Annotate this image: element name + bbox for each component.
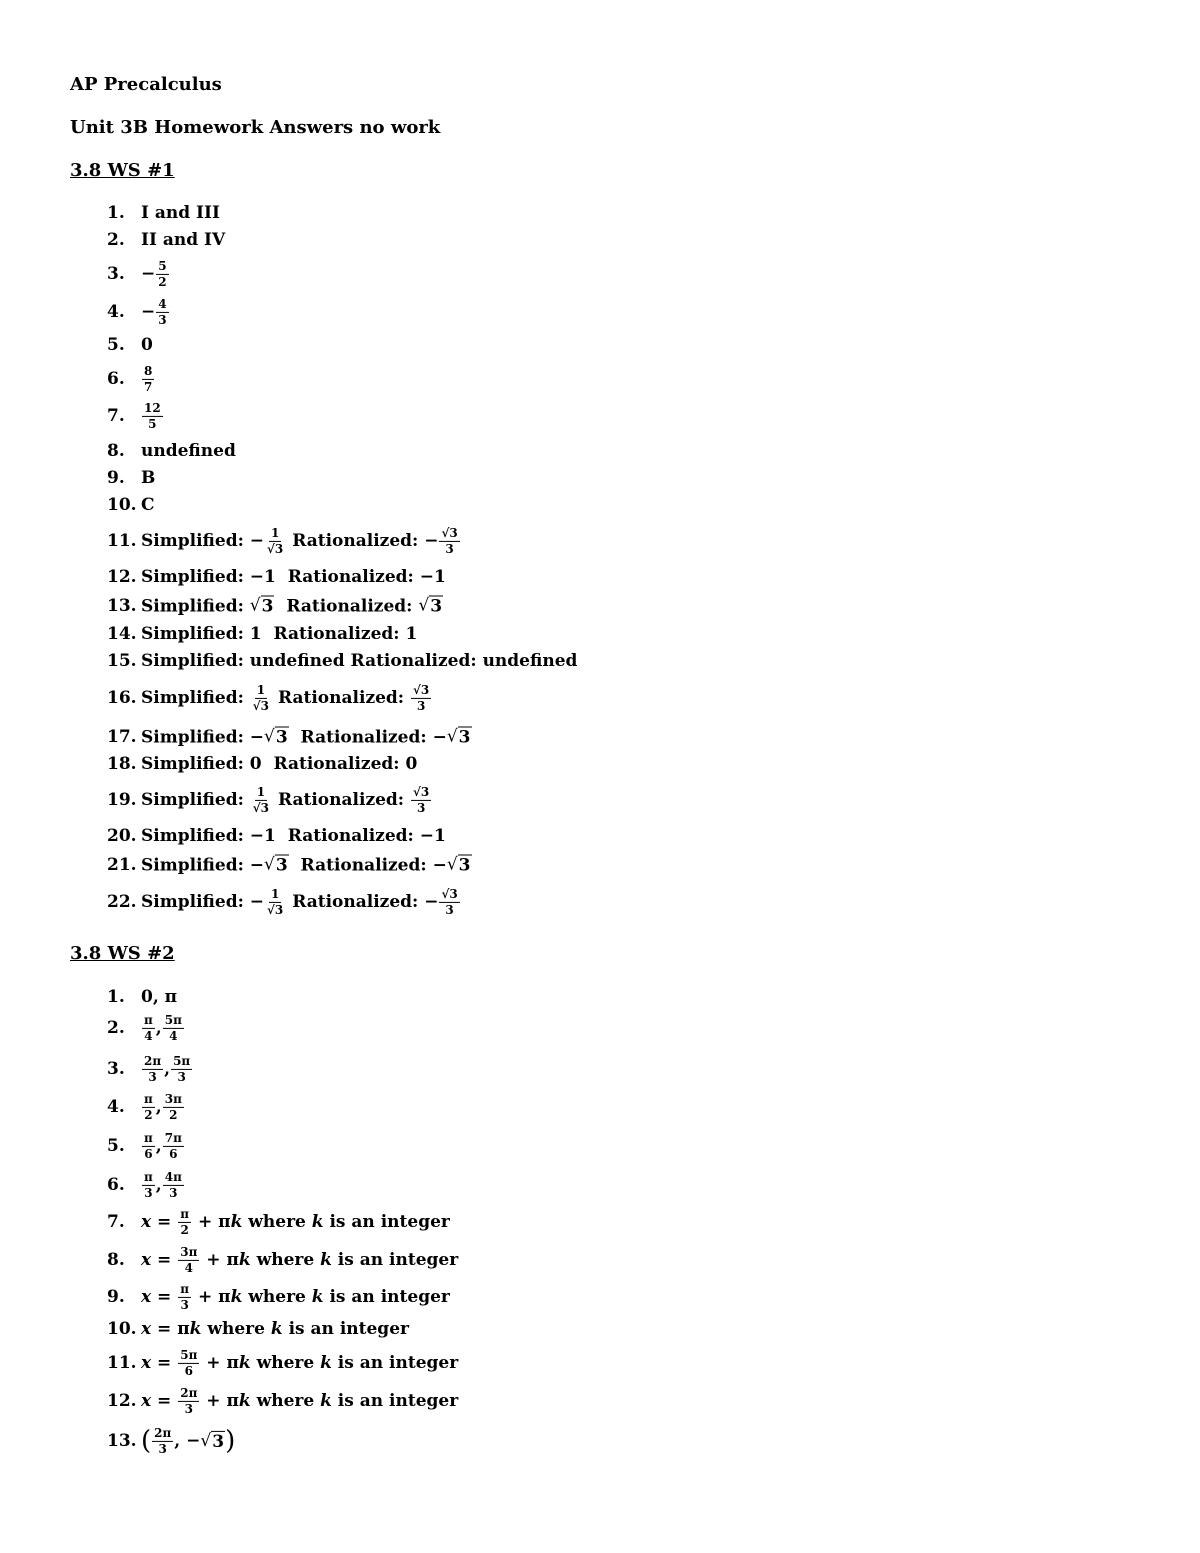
math-variable: k <box>320 1250 332 1270</box>
fraction-denominator: 2 <box>180 1222 189 1237</box>
fraction-numerator: 5 <box>158 258 167 273</box>
answer-text: is an integer <box>323 1287 450 1307</box>
answer-text: where <box>242 1212 312 1232</box>
fraction-numerator: 4 <box>158 296 167 311</box>
math-variable: k <box>238 1250 251 1270</box>
fraction-numerator: π <box>144 1091 153 1106</box>
radical-sign: √ <box>249 595 261 616</box>
answer-text: = <box>151 1250 178 1270</box>
fraction <box>411 684 431 712</box>
answer-text: , <box>164 1059 171 1079</box>
answer-number: 1. <box>107 203 125 223</box>
answer-body <box>141 1055 193 1083</box>
answer-body <box>141 230 225 250</box>
fraction-denominator: 3 <box>144 1185 153 1200</box>
fraction-numerator: 3π <box>180 1244 198 1259</box>
answer-number: 11. <box>107 531 137 551</box>
answer-body <box>141 1319 409 1339</box>
answer-number: 12. <box>107 567 137 587</box>
answer-number: 6. <box>107 369 125 389</box>
fraction <box>156 260 168 288</box>
answer-text: + π <box>200 1353 239 1373</box>
answer-text: , <box>155 1136 162 1156</box>
fraction-denominator: 3 <box>445 902 454 917</box>
answer-body <box>141 495 155 515</box>
fraction <box>142 1132 155 1160</box>
fraction-denominator: 4 <box>169 1028 178 1043</box>
answer-text: Simplified: <box>141 790 250 810</box>
answer-text: Rationalized: <box>274 596 419 616</box>
answer-body <box>141 402 164 430</box>
fraction-numerator: √3 <box>413 784 430 799</box>
answer-text: is an integer <box>331 1250 459 1270</box>
radicand: 3 <box>275 727 288 748</box>
answer-body <box>141 624 417 644</box>
fraction <box>439 527 459 555</box>
fraction-denominator: 2 <box>158 274 167 289</box>
answer-text: Rationalized: <box>272 790 410 810</box>
math-variable: k <box>311 1287 324 1307</box>
math-variable: k <box>230 1287 243 1307</box>
fraction <box>142 402 163 430</box>
answer-number: 1. <box>107 987 125 1007</box>
answer-number: 22. <box>107 892 137 912</box>
fraction-denominator: 6 <box>184 1363 193 1378</box>
answer-body <box>141 1093 185 1121</box>
answer-text: is an integer <box>323 1212 450 1232</box>
answer-text: where <box>201 1319 271 1339</box>
math-variable: k <box>320 1391 332 1411</box>
answer-body <box>141 855 472 876</box>
answer-number: 2. <box>107 230 125 250</box>
fraction-denominator: 6 <box>144 1146 153 1161</box>
answer-text: is an integer <box>331 1353 459 1373</box>
answer-number: 11. <box>107 1353 137 1373</box>
fraction <box>178 1387 199 1415</box>
fraction-numerator: 4π <box>164 1169 182 1184</box>
fraction <box>178 1349 199 1377</box>
fraction-numerator: 2π <box>180 1385 198 1400</box>
fraction <box>142 1014 155 1042</box>
fraction-denominator: 2 <box>169 1107 178 1122</box>
fraction <box>171 1055 192 1083</box>
answer-text: Rationalized: − <box>286 892 439 912</box>
answer-number: 18. <box>107 754 137 774</box>
square-root <box>250 596 275 617</box>
answer-text: = <box>151 1391 178 1411</box>
answer-body <box>141 1387 458 1415</box>
fraction-denominator: 3 <box>148 1069 157 1084</box>
fraction <box>142 1055 163 1083</box>
fraction-denominator: √3 <box>267 541 284 556</box>
fraction-denominator: 7 <box>144 379 153 394</box>
radicand: 3 <box>458 855 471 876</box>
answer-number: 7. <box>107 406 125 426</box>
fraction <box>156 298 168 326</box>
fraction-denominator: 3 <box>158 1441 167 1456</box>
answer-body <box>141 1349 458 1377</box>
answer-text: = <box>151 1287 178 1307</box>
fraction-numerator: π <box>144 1012 153 1027</box>
square-root <box>447 855 472 876</box>
answer-text: + π <box>200 1250 239 1270</box>
answer-body <box>141 727 472 748</box>
fraction-numerator: √3 <box>441 886 458 901</box>
answer-text: = <box>151 1212 178 1232</box>
answer-text: − <box>141 264 156 284</box>
math-variable: x <box>141 1250 152 1270</box>
fraction-denominator: √3 <box>252 800 270 815</box>
answer-body <box>141 1427 235 1455</box>
fraction-numerator: 8 <box>144 363 153 378</box>
answer-number: 9. <box>107 1287 125 1307</box>
answer-number: 12. <box>107 1391 137 1411</box>
fraction <box>163 1093 184 1121</box>
radicand: 3 <box>275 855 288 876</box>
answer-text: Simplified: − <box>141 531 265 551</box>
fraction-denominator: √3 <box>252 698 270 713</box>
answer-number: 8. <box>107 1250 125 1270</box>
section-heading-ws2: 3.8 WS #2 <box>70 943 175 964</box>
answer-text: + π <box>200 1391 239 1411</box>
answer-body <box>141 651 577 671</box>
math-variable: k <box>311 1212 324 1232</box>
answer-number: 10. <box>107 495 137 515</box>
answer-number: 6. <box>107 1175 125 1195</box>
fraction <box>163 1014 184 1042</box>
square-root <box>264 727 289 748</box>
radicand: 3 <box>458 727 471 748</box>
answer-text: − <box>141 302 156 322</box>
radical-sign: √ <box>264 854 275 875</box>
math-variable: k <box>320 1353 332 1373</box>
answer-text: C <box>141 495 155 515</box>
fraction-numerator: π <box>144 1169 153 1184</box>
math-variable: k <box>238 1353 251 1373</box>
section-heading-ws1: 3.8 WS #1 <box>70 160 175 181</box>
fraction <box>178 1208 191 1236</box>
answer-number: 17. <box>107 727 137 747</box>
fraction <box>265 527 285 555</box>
answer-text: Simplified: undefined Rationalized: undefined <box>141 651 578 671</box>
answer-text: 0, π <box>141 987 178 1007</box>
answer-number: 4. <box>107 302 125 322</box>
fraction <box>152 1427 173 1455</box>
answer-text: I and III <box>141 203 220 223</box>
fraction <box>251 786 271 814</box>
answer-number: 2. <box>107 1018 125 1038</box>
fraction-denominator: 3 <box>184 1401 193 1416</box>
answer-number: 13. <box>107 1431 137 1451</box>
fraction-numerator: π <box>144 1130 153 1145</box>
answer-text: Simplified: − <box>141 727 265 747</box>
radical-sign: √ <box>200 1430 212 1451</box>
document-subtitle: Unit 3B Homework Answers no work <box>70 117 441 138</box>
answer-body <box>141 754 417 774</box>
answer-number: 13. <box>107 596 137 616</box>
fraction-numerator: 1 <box>256 682 266 697</box>
answer-text: Simplified: <box>141 596 250 616</box>
fraction-numerator: 3π <box>164 1091 182 1106</box>
answer-text: Simplified: −1 Rationalized: −1 <box>141 826 446 846</box>
fraction-denominator: 3 <box>169 1185 178 1200</box>
square-root <box>418 596 443 617</box>
answer-number: 3. <box>107 1059 125 1079</box>
fraction-numerator: √3 <box>413 682 430 697</box>
radicand: 3 <box>430 596 443 617</box>
math-variable: x <box>141 1391 152 1411</box>
fraction-numerator: 1 <box>270 886 280 901</box>
fraction-denominator: √3 <box>267 902 284 917</box>
fraction <box>439 888 459 916</box>
fraction <box>411 786 431 814</box>
answer-body <box>141 826 446 846</box>
fraction <box>265 888 285 916</box>
radical-sign: √ <box>446 726 458 747</box>
answer-number: 10. <box>107 1319 137 1339</box>
answer-text: , <box>155 1018 162 1038</box>
math-variable: k <box>238 1391 251 1411</box>
answer-body <box>141 786 432 814</box>
fraction <box>163 1171 184 1199</box>
radical-sign: √ <box>418 595 430 616</box>
answer-body <box>141 684 432 712</box>
answer-number: 15. <box>107 651 137 671</box>
math-variable: x <box>141 1319 152 1339</box>
fraction-numerator: 5π <box>180 1347 198 1362</box>
answer-text: , − <box>174 1431 201 1451</box>
answer-body <box>141 335 153 355</box>
answer-body <box>141 527 461 555</box>
answer-body <box>141 567 446 587</box>
answer-number: 21. <box>107 855 137 875</box>
answer-number: 4. <box>107 1097 125 1117</box>
math-variable: k <box>270 1319 283 1339</box>
fraction <box>142 1171 155 1199</box>
answer-body <box>141 1208 450 1236</box>
answer-text: Simplified: −1 Rationalized: −1 <box>141 567 446 587</box>
fraction-denominator: 3 <box>158 312 167 327</box>
answer-number: 5. <box>107 1136 125 1156</box>
square-root <box>264 855 289 876</box>
answer-text: + π <box>192 1212 231 1232</box>
answer-number: 16. <box>107 688 137 708</box>
radical-sign: √ <box>446 854 458 875</box>
answer-number: 9. <box>107 468 125 488</box>
fraction-numerator: π <box>180 1281 190 1296</box>
fraction-denominator: 3 <box>180 1297 189 1312</box>
answer-text: B <box>141 468 156 488</box>
answer-body <box>141 1132 185 1160</box>
math-variable: k <box>189 1319 202 1339</box>
fraction-denominator: 6 <box>169 1146 178 1161</box>
fraction <box>178 1246 199 1274</box>
answer-text: 0 <box>141 335 153 355</box>
answer-text: = π <box>151 1319 190 1339</box>
fraction-denominator: 3 <box>416 698 426 713</box>
fraction-denominator: 3 <box>177 1069 186 1084</box>
answer-body <box>141 468 155 488</box>
fraction-numerator: 2π <box>154 1425 172 1440</box>
answer-text: Simplified: <box>141 688 250 708</box>
answer-text: where <box>250 1250 321 1270</box>
answer-text: Simplified: 1 Rationalized: 1 <box>141 624 418 644</box>
fraction <box>163 1132 184 1160</box>
answer-body <box>141 260 170 288</box>
fraction-denominator: 4 <box>184 1260 193 1275</box>
fraction-denominator: 4 <box>144 1028 153 1043</box>
parenthesis: ( <box>141 1426 152 1456</box>
fraction-numerator: 2π <box>144 1053 162 1068</box>
fraction-numerator: 1 <box>256 784 266 799</box>
fraction <box>251 684 271 712</box>
fraction <box>178 1283 191 1311</box>
math-variable: k <box>230 1212 243 1232</box>
answer-text: Simplified: 0 Rationalized: 0 <box>141 754 418 774</box>
fraction-denominator: 5 <box>148 416 157 431</box>
document-title: AP Precalculus <box>70 74 222 95</box>
math-variable: x <box>141 1287 152 1307</box>
answer-number: 8. <box>107 441 125 461</box>
answer-text: , <box>155 1097 162 1117</box>
fraction-numerator: 12 <box>144 400 161 415</box>
answer-text: where <box>250 1353 321 1373</box>
answer-number: 3. <box>107 264 125 284</box>
fraction-numerator: 5π <box>164 1012 182 1027</box>
answer-number: 20. <box>107 826 137 846</box>
answer-number: 19. <box>107 790 137 810</box>
radicand: 3 <box>261 596 274 617</box>
answer-number: 5. <box>107 335 125 355</box>
answer-body <box>141 298 170 326</box>
answer-text: is an integer <box>282 1319 409 1339</box>
fraction-denominator: 3 <box>445 541 454 556</box>
answer-body <box>141 1283 450 1311</box>
square-root <box>200 1431 225 1452</box>
parenthesis: ) <box>225 1426 236 1456</box>
answer-text: where <box>250 1391 321 1411</box>
answer-number: 7. <box>107 1212 125 1232</box>
answer-number: 14. <box>107 624 137 644</box>
fraction-numerator: π <box>180 1206 190 1221</box>
answer-body <box>141 596 443 617</box>
answer-text: undefined <box>141 441 236 461</box>
answer-text: Rationalized: − <box>288 727 447 747</box>
answer-text: where <box>242 1287 312 1307</box>
answer-body <box>141 441 236 461</box>
answer-body <box>141 1246 458 1274</box>
square-root <box>447 727 472 748</box>
answer-text: Rationalized: − <box>288 855 447 875</box>
answer-body <box>141 203 220 223</box>
answer-text: II and IV <box>141 230 226 250</box>
answer-text: Simplified: − <box>141 892 265 912</box>
answer-text: , <box>155 1175 162 1195</box>
radical-sign: √ <box>264 726 275 747</box>
fraction-denominator: 3 <box>416 800 426 815</box>
fraction <box>142 1093 155 1121</box>
answer-body <box>141 1014 185 1042</box>
answer-body <box>141 1171 185 1199</box>
answer-body <box>141 888 461 916</box>
answer-body <box>141 365 155 393</box>
fraction-denominator: 2 <box>144 1107 153 1122</box>
answer-text: = <box>151 1353 178 1373</box>
fraction-numerator: 1 <box>270 525 280 540</box>
fraction-numerator: 7π <box>164 1130 182 1145</box>
fraction <box>142 365 154 393</box>
math-variable: x <box>141 1212 152 1232</box>
answer-text: is an integer <box>331 1391 459 1411</box>
answer-text: Rationalized: − <box>286 531 439 551</box>
answer-text: + π <box>192 1287 231 1307</box>
fraction-numerator: √3 <box>441 525 458 540</box>
math-variable: x <box>141 1353 152 1373</box>
answer-text: Rationalized: <box>272 688 410 708</box>
fraction-numerator: 5π <box>173 1053 191 1068</box>
answer-text: Simplified: − <box>141 855 265 875</box>
answer-body <box>141 987 177 1007</box>
radicand: 3 <box>212 1431 225 1452</box>
